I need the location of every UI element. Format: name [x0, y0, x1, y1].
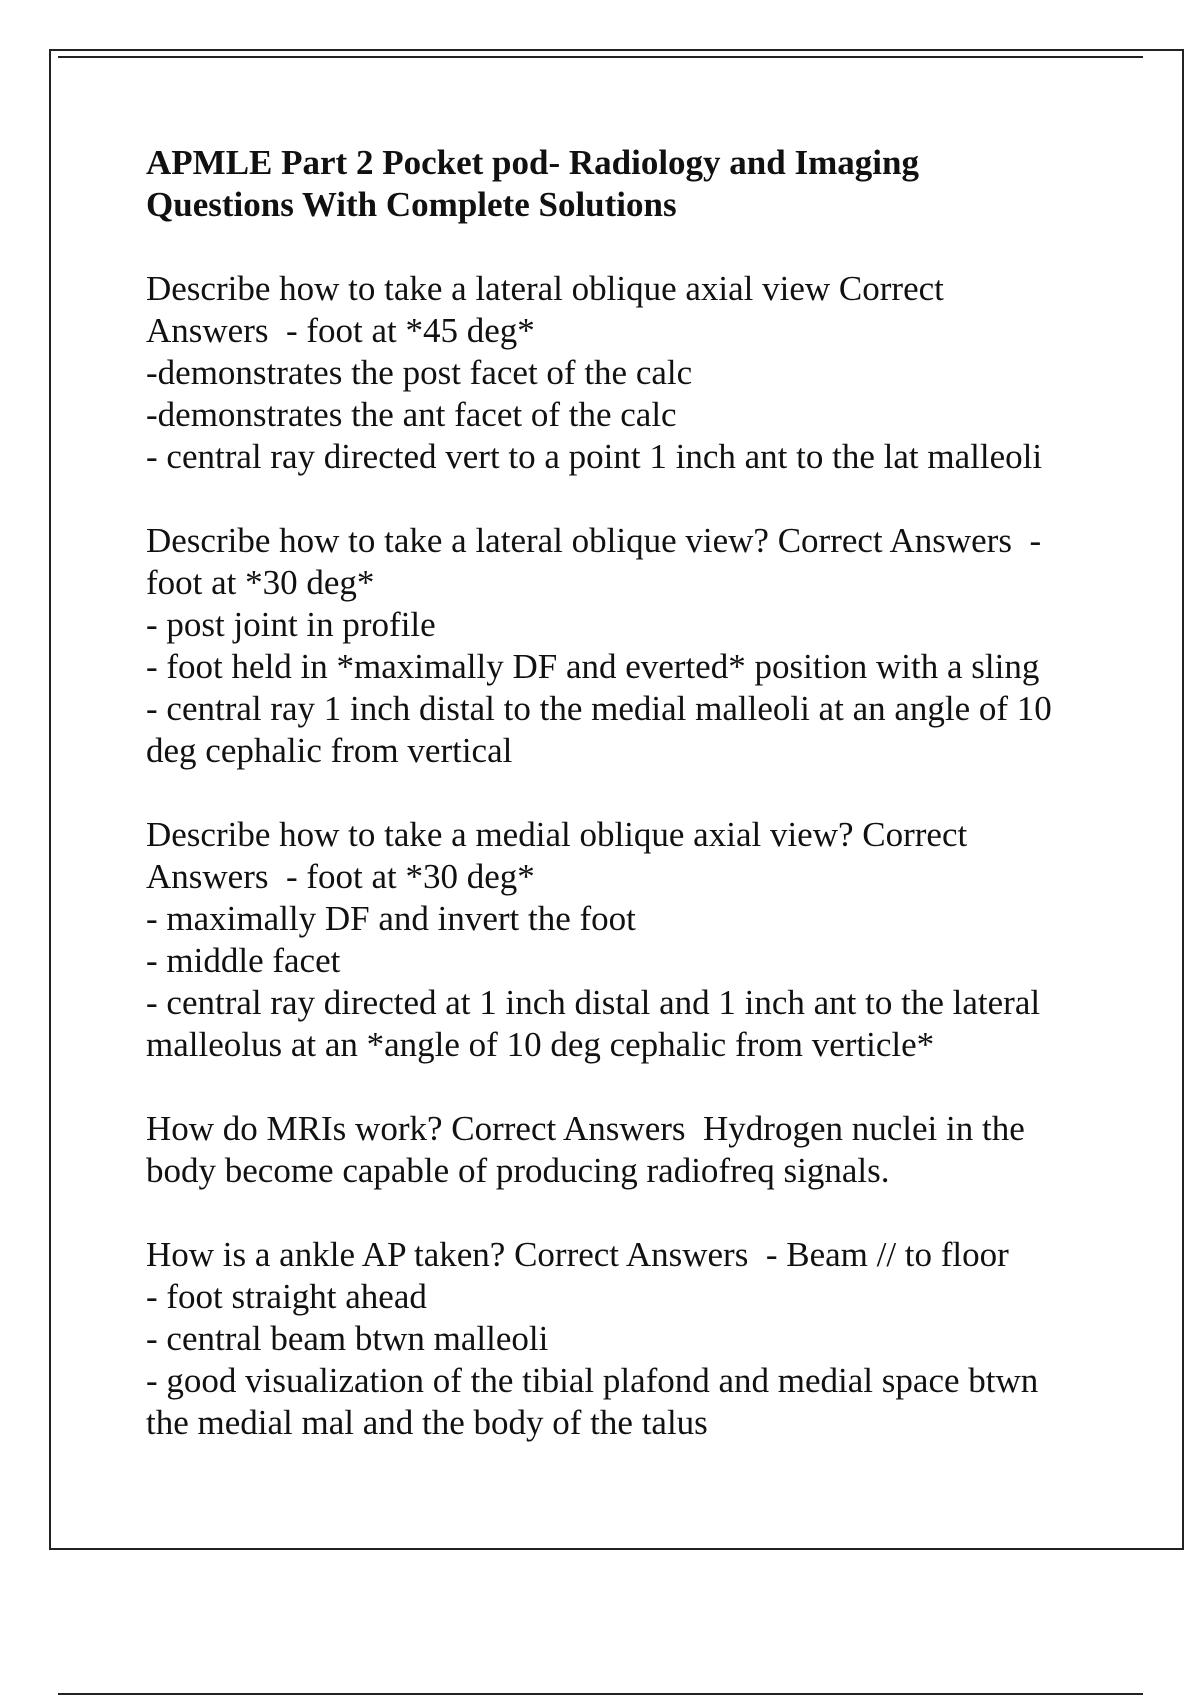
question-line: How do MRIs work? Correct Answers Hydrogen nuclei in the: [146, 1109, 1025, 1148]
answer-line: foot at *30 deg*: [146, 563, 375, 602]
answer-line: - middle facet: [146, 941, 341, 980]
qa-block-lateral-oblique: [146, 520, 1106, 772]
answer-line: - good visualization of the tibial plafond and medial space btwn: [146, 1361, 1039, 1400]
answer-line: - foot straight ahead: [146, 1277, 427, 1316]
qa-block-ankle-ap: [146, 1234, 1106, 1444]
answer-line: - central ray 1 inch distal to the medial malleoli at an angle of 10: [146, 689, 1052, 728]
title-line: APMLE Part 2 Pocket pod- Radiology and Imaging: [146, 143, 919, 182]
answer-line: - central ray directed at 1 inch distal and 1 inch ant to the lateral: [146, 983, 1041, 1022]
answer-line: - central ray directed vert to a point 1 inch ant to the lat malleoli: [146, 437, 1043, 476]
answer-line: Answers - foot at *30 deg*: [146, 857, 535, 896]
qa-block-mri: [146, 1108, 1106, 1192]
answer-line: - central beam btwn malleoli: [146, 1319, 549, 1358]
answer-line: - maximally DF and invert the foot: [146, 899, 636, 938]
answer-line: - foot held in *maximally DF and everted* position with a sling: [146, 647, 1040, 686]
question-line: Describe how to take a lateral oblique view? Correct Answers -: [146, 521, 1042, 560]
answer-line: the medial mal and the body of the talus: [146, 1403, 708, 1442]
answer-line: -demonstrates the ant facet of the calc: [146, 395, 677, 434]
answer-line: Answers - foot at *45 deg*: [146, 311, 535, 350]
document-title: [146, 142, 1106, 226]
qa-block-medial-oblique-axial: [146, 814, 1106, 1066]
question-line: How is a ankle AP taken? Correct Answers - Beam // to floor: [146, 1235, 1009, 1274]
question-line: Describe how to take a medial oblique axial view? Correct: [146, 815, 968, 854]
answer-line: - post joint in profile: [146, 605, 436, 644]
answer-line: malleolus at an *angle of 10 deg cephalic from verticle*: [146, 1025, 935, 1064]
title-line: Questions With Complete Solutions: [146, 185, 677, 224]
answer-line: -demonstrates the post facet of the calc: [146, 353, 693, 392]
question-line: Describe how to take a lateral oblique axial view Correct: [146, 269, 944, 308]
qa-block-lateral-oblique-axial: [146, 268, 1106, 478]
bottom-rule: [58, 1693, 1143, 1695]
answer-line: body become capable of producing radiofreq signals.: [146, 1151, 890, 1190]
answer-line: deg cephalic from vertical: [146, 731, 513, 770]
document-content: [146, 142, 1106, 1486]
